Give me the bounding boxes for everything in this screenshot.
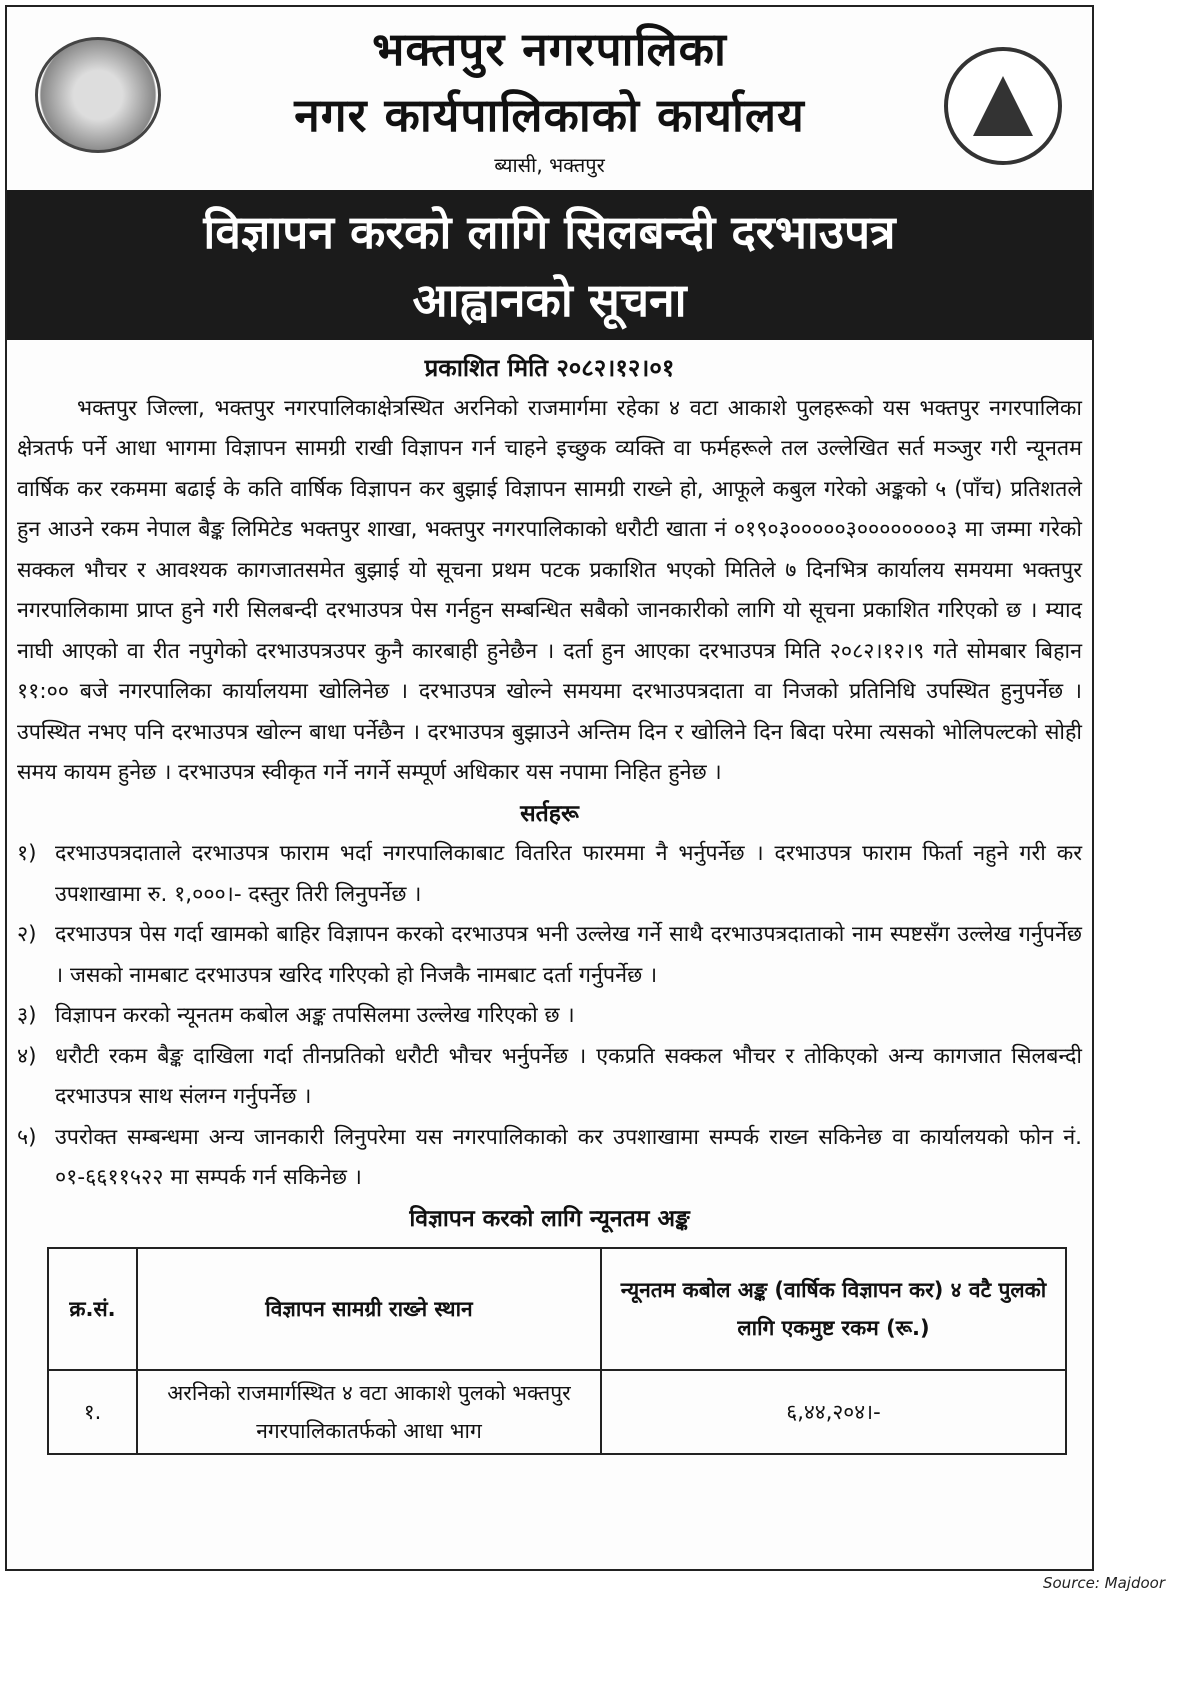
- condition-item: [17, 996, 1082, 1037]
- condition-item: [17, 1118, 1082, 1199]
- column-header-serial: क्र.सं.: [48, 1248, 137, 1370]
- condition-number: ४): [17, 1043, 37, 1069]
- condition-number: २): [17, 922, 37, 947]
- column-header-amount: न्यूनतम कबोल अङ्क (वार्षिक विज्ञापन कर) ४ वटै पुलको लागि एकमुष्ट रकम (रू.): [601, 1248, 1066, 1370]
- table-title: विज्ञापन करको लागि न्यूनतम अङ्क: [409, 1205, 690, 1232]
- nepal-emblem-icon: [35, 37, 161, 153]
- condition-text: दरभाउपत्र पेस गर्दा खामको बाहिर विज्ञापन करको दरभाउपत्र भनी उल्लेख गर्ने साथै दरभाउपत्रदाताको नाम स्पष्टसँग उल्लेख गर्नुपर्नेछ । जसको नामबाट दरभाउपत्र खरिद गरिएको हो निजकै नामबाट दर्ता गर्नुपर्नेछ ।: [55, 922, 1082, 988]
- banner-line-1: विज्ञापन करको लागि सिलबन्दी दरभाउपत्र: [203, 205, 896, 259]
- municipality-logo-icon: [944, 47, 1062, 165]
- column-header-location: विज्ञापन सामग्री राख्ने स्थान: [137, 1248, 601, 1370]
- condition-number: ५): [17, 1124, 37, 1150]
- municipality-title: भक्तपुर नगरपालिका: [372, 22, 727, 76]
- table-row: [48, 1370, 1066, 1454]
- condition-item: [17, 915, 1082, 996]
- table-header-row: [48, 1248, 1066, 1370]
- condition-item: [17, 834, 1082, 915]
- conditions-list: [17, 834, 1082, 1199]
- cell-location: अरनिको राजमार्गस्थित ४ वटा आकाशे पुलको भक्तपुर नगरपालिकातर्फको आधा भाग: [137, 1370, 601, 1454]
- minimum-amount-table: [47, 1247, 1067, 1455]
- cell-serial: १.: [48, 1370, 137, 1454]
- notice-body: [7, 340, 1092, 1455]
- condition-number: ३): [17, 1003, 37, 1028]
- published-date: प्रकाशित मिति २०८२।१२।०१: [424, 354, 675, 382]
- notice-banner: [7, 190, 1092, 340]
- cell-amount: ६,४४,२०४।-: [601, 1370, 1066, 1454]
- condition-item: [17, 1037, 1082, 1118]
- banner-line-2: आह्वानको सूचना: [412, 273, 687, 327]
- notice-paragraph: भक्तपुर जिल्ला, भक्तपुर नगरपालिकाक्षेत्रस्थित अरनिको राजमार्गमा रहेका ४ वटा आकाशे पुलहरूको यस भक्तपुर नगरपालिका क्षेत्रतर्फ पर्ने आधा भागमा विज्ञापन सामग्री राखी विज्ञापन गर्न चाहने इच्छुक व्यक्ति वा फर्महरूले तल उल्लेखित सर्त मञ्जुर गरी न्यूनतम वार्षिक कर रकममा बढाई के कति वार्षिक विज्ञापन कर बुझाई विज्ञापन सामग्री राख्ने हो, आफूले कबुल गरेको अङ्कको ५ (पाँच) प्रतिशतले हुन आउने रकम नेपाल बैङ्क लिमिटेड भक्तपुर शाखा, भक्तपुर नगरपालिकाको धरौटी खाता नं ०१९०३०००००३००००००००३ मा जम्मा गरेको सक्कल भौचर र आवश्यक कागजातसमेत बुझाई यो सूचना प्रथम पटक प्रकाशित भएको मितिले ७ दिनभित्र कार्यालय समयमा भक्तपुर नगरपालिकामा प्राप्त हुने गरी सिलबन्दी दरभाउपत्र पेस गर्नहुन सम्बन्धित सबैको जानकारीको लागि यो सूचना प्रकाशित गरिएको छ । म्याद नाघी आएको वा रीत नपुगेको दरभाउपत्रउपर कुनै कारबाही हुनेछैन । दर्ता हुन आएका दरभाउपत्र मिति २०८२।१२।९ गते सोमबार बिहान ११:०० बजे नगरपालिका कार्यालयमा खोलिनेछ । दरभाउपत्र खोल्ने समयमा दरभाउपत्रदाता वा निजको प्रतिनिधि उपस्थित हुनुपर्नेछ । उपस्थित नभए पनि दरभाउपत्र खोल्न बाधा पर्नेछैन । दरभाउपत्र बुझाउने अन्तिम दिन र खोलिने दिन बिदा परेमा त्यसको भोलिपल्टको सोही समय कायम हुनेछ । दरभाउपत्र स्वीकृत गर्ने नगर्ने सम्पूर्ण अधिकार यस नपामा निहित हुनेछ ।: [17, 395, 1082, 785]
- condition-number: १): [17, 841, 37, 866]
- notice-header: [7, 7, 1092, 190]
- office-address: ब्यासी, भक्तपुर: [494, 153, 605, 177]
- conditions-heading: सर्तहरू: [520, 800, 579, 827]
- source-credit: Source: Majdoor: [1042, 1574, 1165, 1592]
- notice-frame: [5, 5, 1094, 1571]
- condition-text: दरभाउपत्रदाताले दरभाउपत्र फाराम भर्दा नगरपालिकाबाट वितरित फारममा नै भर्नुपर्नेछ । दरभाउपत्र फाराम फिर्ता नहुने गरी कर उपशाखामा रु. १,०००।- दस्तुर तिरी लिनुपर्नेछ ।: [55, 841, 1082, 907]
- office-title: नगर कार्यपालिकाको कार्यालय: [294, 88, 805, 142]
- condition-text: विज्ञापन करको न्यूनतम कबोल अङ्क तपसिलमा उल्लेख गरिएको छ ।: [55, 1003, 575, 1028]
- condition-text: धरौटी रकम बैङ्क दाखिला गर्दा तीनप्रतिको धरौटी भौचर भर्नुपर्नेछ । एकप्रति सक्कल भौचर र तोकिएको अन्य कागजात सिलबन्दी दरभाउपत्र साथ संलग्न गर्नुपर्नेछ ।: [55, 1043, 1082, 1109]
- condition-text: उपरोक्त सम्बन्धमा अन्य जानकारी लिनुपरेमा यस नगरपालिकाको कर उपशाखामा सम्पर्क राख्न सकिनेछ वा कार्यालयको फोन नं. ०१-६६११५२२ मा सम्पर्क गर्न सकिनेछ ।: [55, 1124, 1082, 1190]
